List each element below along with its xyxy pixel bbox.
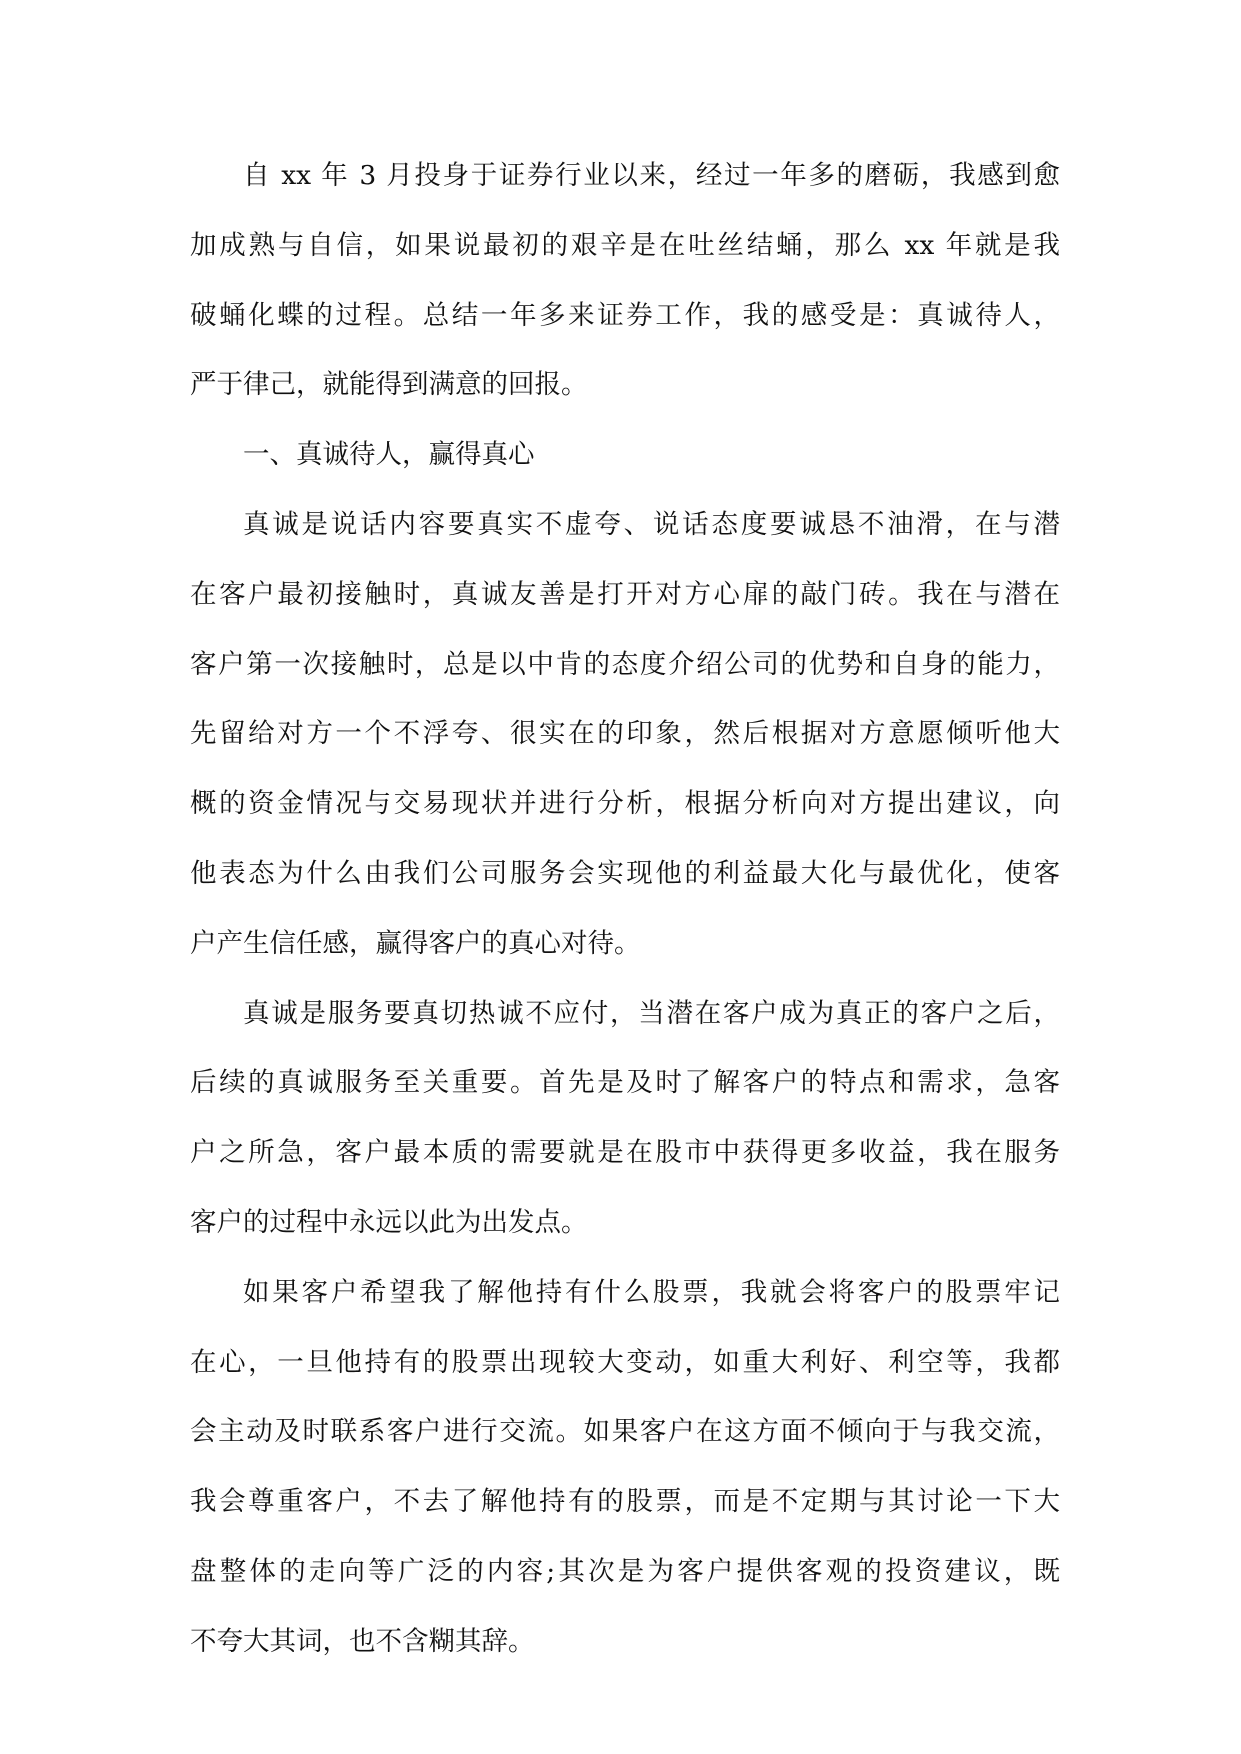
paragraph-line: 会主动及时联系客户进行交流。如果客户在这方面不倾向于与我交流，	[190, 1416, 1060, 1448]
paragraph-line: 盘整体的走向等广泛的内容;其次是为客户提供客观的投资建议，既	[190, 1555, 1060, 1587]
paragraph-line: 真诚是服务要真切热诚不应付，当潜在客户成为真正的客户之后，	[243, 997, 1060, 1029]
paragraph-line: 自 xx 年 3 月投身于证券行业以来，经过一年多的磨砺，我感到愈	[243, 160, 1060, 191]
paragraph-line: 在心，一旦他持有的股票出现较大变动，如重大利好、利空等，我都	[190, 1346, 1060, 1378]
paragraph-line: 概的资金情况与交易现状并进行分析，根据分析向对方提出建议，向	[190, 788, 1060, 820]
paragraph-line: 加成熟与自信，如果说最初的艰辛是在吐丝结蛹，那么 xx 年就是我	[190, 229, 1060, 261]
paragraph-line: 户之所急，客户最本质的需要就是在股市中获得更多收益，我在服务	[190, 1137, 1060, 1169]
document-body	[190, 156, 1060, 1692]
paragraph-line: 客户的过程中永远以此为出发点。	[190, 1206, 588, 1238]
paragraph-line: 破蛹化蝶的过程。总结一年多来证券工作，我的感受是：真诚待人，	[190, 299, 1060, 331]
paragraph-line: 如果客户希望我了解他持有什么股票，我就会将客户的股票牢记	[243, 1276, 1060, 1308]
paragraph-line: 户产生信任感，赢得客户的真心对待。	[190, 927, 641, 959]
section-heading: 一、真诚待人，赢得真心	[243, 439, 535, 471]
paragraph-line: 客户第一次接触时，总是以中肯的态度介绍公司的优势和自身的能力，	[190, 648, 1060, 680]
paragraph-line: 他表态为什么由我们公司服务会实现他的利益最大化与最优化，使客	[190, 857, 1060, 889]
paragraph-line: 严于律己，就能得到满意的回报。	[190, 369, 588, 401]
paragraph-line: 先留给对方一个不浮夸、很实在的印象，然后根据对方意愿倾听他大	[190, 718, 1060, 750]
paragraph-line: 不夸大其词，也不含糊其辞。	[190, 1625, 535, 1657]
paragraph-line: 后续的真诚服务至关重要。首先是及时了解客户的特点和需求，急客	[190, 1067, 1060, 1099]
paragraph-line: 真诚是说话内容要真实不虚夸、说话态度要诚恳不油滑，在与潜	[243, 508, 1060, 540]
paragraph-line: 在客户最初接触时，真诚友善是打开对方心扉的敲门砖。我在与潜在	[190, 578, 1060, 610]
paragraph-line: 我会尊重客户，不去了解他持有的股票，而是不定期与其讨论一下大	[190, 1486, 1060, 1518]
